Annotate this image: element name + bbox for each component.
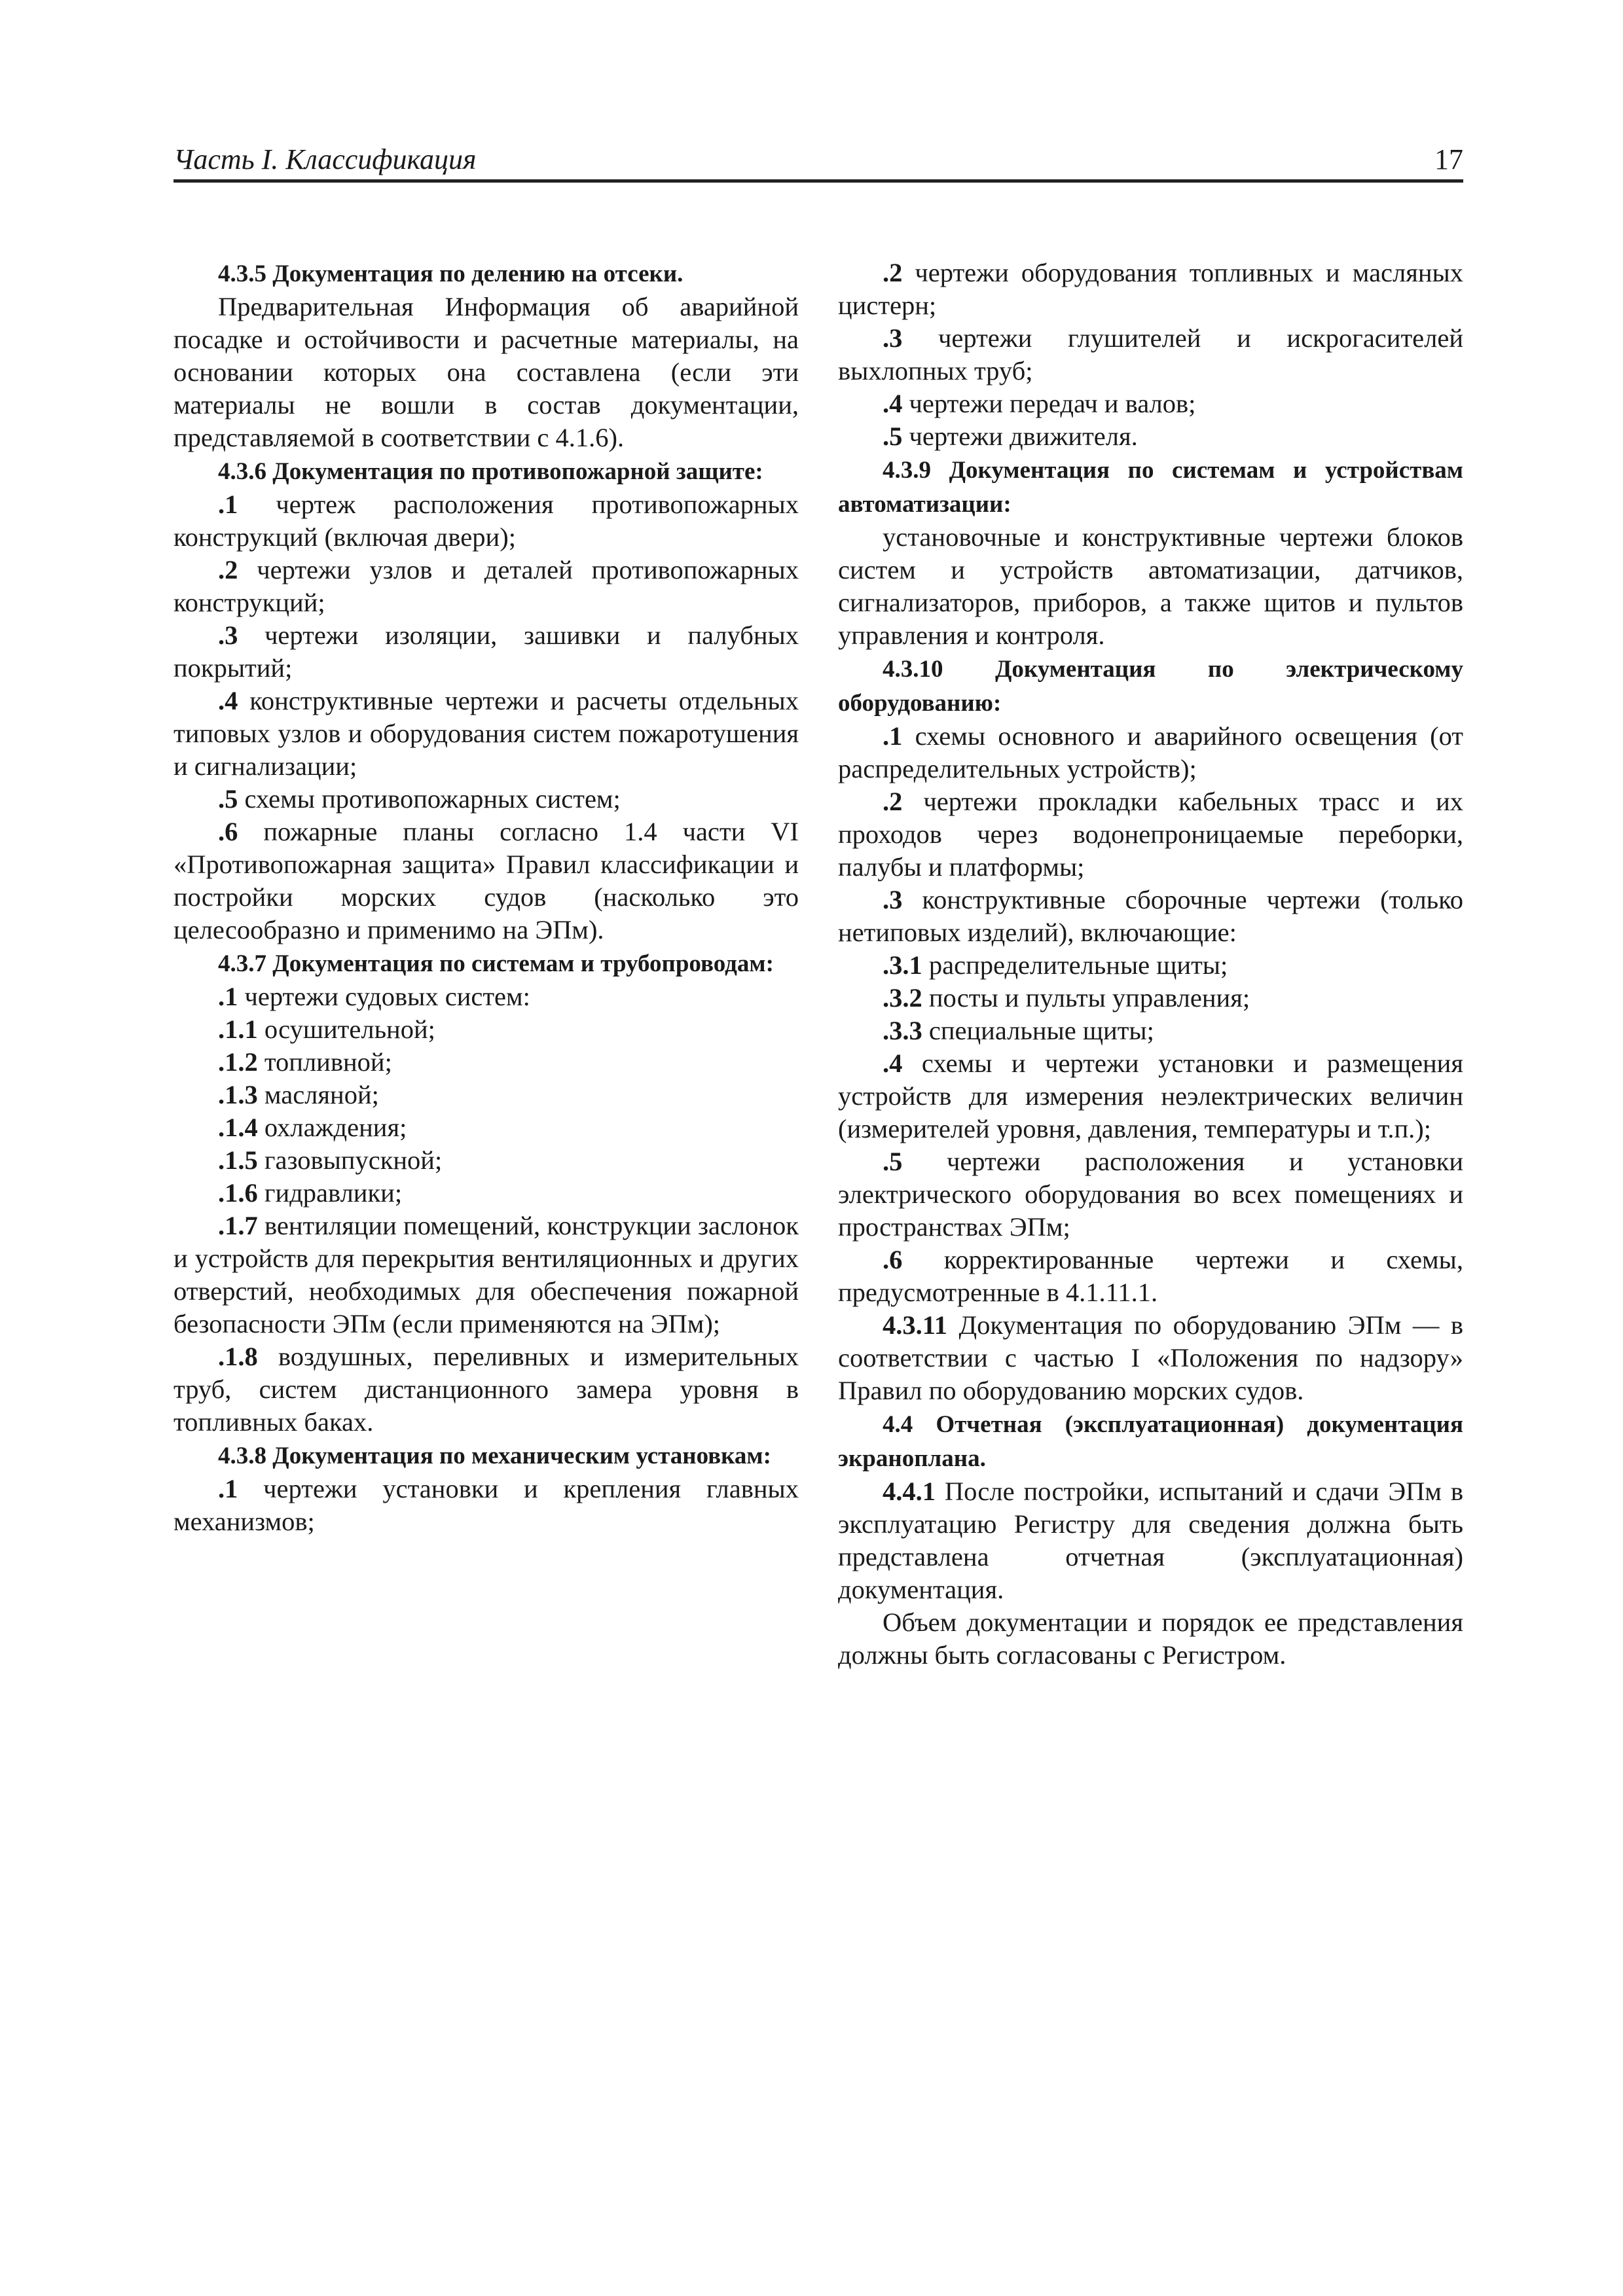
- list-item: .4 чертежи передач и валов;: [883, 389, 1196, 418]
- running-title: Часть I. Классификация: [173, 143, 477, 175]
- list-item: .1.1 осушительной;: [218, 1014, 435, 1044]
- paragraph: Объем документации и порядок ее представления должны быть согласованы с Регистром.: [838, 1607, 1463, 1670]
- list-item: .5 чертежи расположения и установки электрического оборудования во всех помещениях и пространствах ЭПм;: [838, 1147, 1463, 1242]
- paragraph: 4.3.11 Документация по оборудованию ЭПм — в соответствии с частью I «Положения по надзору» Правил по оборудованию морских судов.: [838, 1310, 1463, 1405]
- list-item: .3 конструктивные сборочные чертежи (только нетиповых изделий), включающие:: [838, 885, 1463, 947]
- list-item: .1.3 масляной;: [218, 1080, 379, 1109]
- page-number: 17: [1434, 143, 1463, 175]
- list-item: .3 чертежи изоляции, зашивки и палубных покрытий;: [173, 620, 799, 683]
- right-column: [838, 257, 1463, 1672]
- list-item: .1.4 охлаждения;: [218, 1113, 407, 1142]
- section-heading: 4.3.8 Документация по механическим установкам:: [218, 1443, 771, 1469]
- list-item: .2 чертежи узлов и деталей противопожарных конструкций;: [173, 555, 799, 617]
- list-item: .5 схемы противопожарных систем;: [218, 784, 621, 814]
- list-item: .1 чертежи установки и крепления главных механизмов;: [173, 1474, 799, 1536]
- list-item: .1 схемы основного и аварийного освещения (от распределительных устройств);: [838, 721, 1463, 783]
- list-item: .1.8 воздушных, переливных и измерительных труб, систем дистанционного замера уровня в топливных баках.: [173, 1342, 799, 1437]
- section-heading: 4.3.5 Документация по делению на отсеки.: [218, 260, 684, 287]
- paragraph: установочные и конструктивные чертежи блоков систем и устройств автоматизации, датчиков, сигнализаторов, приборов, а также щитов и пультов управления и контроля.: [838, 522, 1463, 650]
- section-heading: 4.3.9 Документация по системам и устройствам автоматизации:: [838, 457, 1463, 518]
- list-item: .2 чертежи оборудования топливных и масляных цистерн;: [838, 258, 1463, 320]
- page-header: [173, 143, 1463, 183]
- list-item: .1.7 вентиляции помещений, конструкции заслонок и устройств для перекрытия вентиляционных и других отверстий, необходимых для обеспечения пожарной безопасности ЭПм (если применяются на ЭПм);: [173, 1211, 799, 1338]
- list-item: .1.2 топливной;: [218, 1047, 392, 1077]
- list-item: .3.1 распределительные щиты;: [883, 950, 1228, 980]
- list-item: .1.5 газовыпускной;: [218, 1145, 443, 1175]
- list-item: .5 чертежи движителя.: [883, 422, 1138, 451]
- list-item: .4 схемы и чертежи установки и размещения устройств для измерения неэлектрических величин (измерителей уровня, давления, температуры и т.п.);: [838, 1049, 1463, 1143]
- list-item: .1 чертеж расположения противопожарных конструкций (включая двери);: [173, 490, 799, 552]
- list-item: .1 чертежи судовых систем:: [218, 982, 530, 1011]
- paragraph: Предварительная Информация об аварийной посадке и остойчивости и расчетные материалы, на основании которых она составлена (если эти материалы не вошли в состав документации, представляемой в соответствии с 4.1.6).: [173, 292, 799, 452]
- list-item: .3.3 специальные щиты;: [883, 1016, 1154, 1045]
- section-heading: 4.3.7 Документация по системам и трубопроводам:: [218, 950, 774, 977]
- list-item: .3 чертежи глушителей и искрогасителей выхлопных труб;: [838, 323, 1463, 386]
- list-item: .3.2 посты и пульты управления;: [883, 983, 1250, 1013]
- list-item: .4 конструктивные чертежи и расчеты отдельных типовых узлов и оборудования систем пожаротушения и сигнализации;: [173, 686, 799, 781]
- section-heading: 4.4 Отчетная (эксплуатационная) документация экраноплана.: [838, 1411, 1463, 1472]
- section-heading: 4.3.10 Документация по электрическому оборудованию:: [838, 656, 1463, 717]
- left-column: [173, 257, 799, 1538]
- list-item: .1.6 гидравлики;: [218, 1178, 403, 1208]
- section-heading: 4.3.6 Документация по противопожарной защите:: [218, 458, 763, 485]
- list-item: .2 чертежи прокладки кабельных трасс и их проходов через водонепроницаемые переборки, палубы и платформы;: [838, 787, 1463, 882]
- list-item: .6 пожарные планы согласно 1.4 части VI «Противопожарная защита» Правил классификации и постройки морских судов (насколько это целесообразно и применимо на ЭПм).: [173, 817, 799, 944]
- list-item: .6 корректированные чертежи и схемы, предусмотренные в 4.1.11.1.: [838, 1245, 1463, 1307]
- paragraph: 4.4.1 После постройки, испытаний и сдачи ЭПм в эксплуатацию Регистру для сведения должна быть представлена отчетная (эксплуатационная) документация.: [838, 1477, 1463, 1604]
